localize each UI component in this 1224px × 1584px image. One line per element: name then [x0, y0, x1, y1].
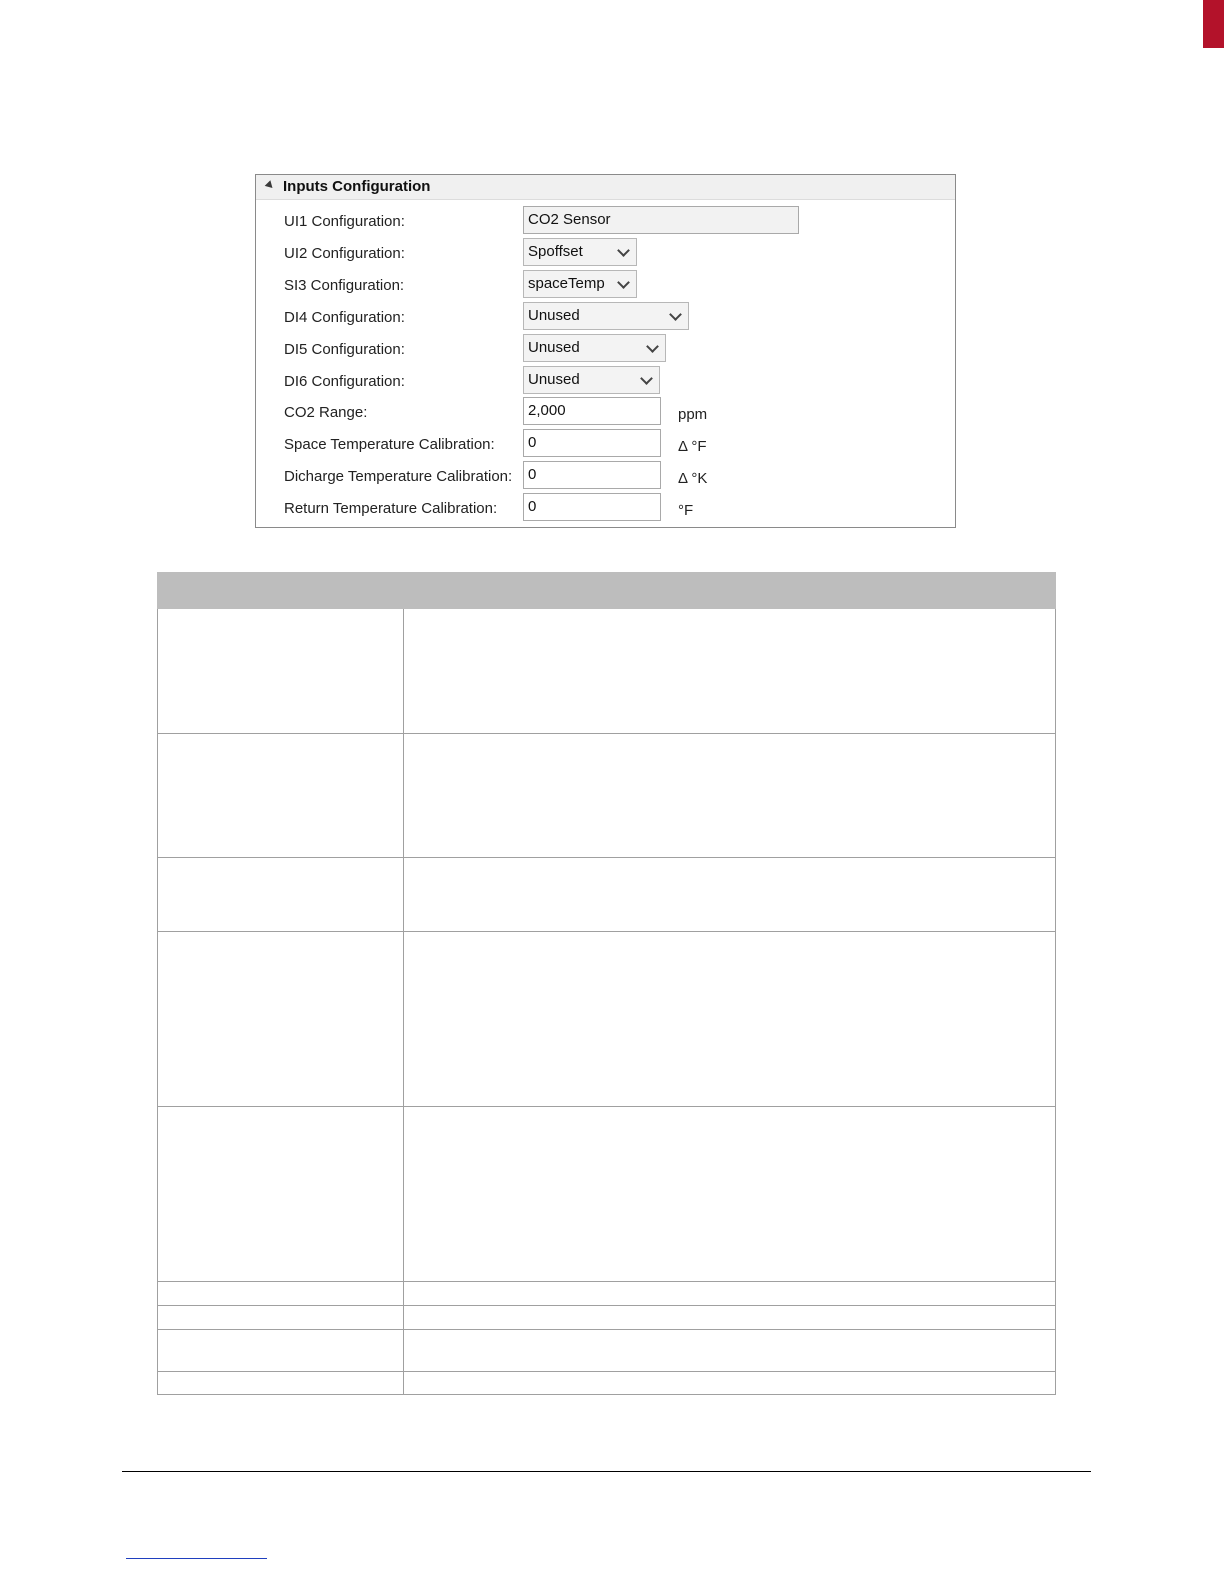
table-header-cell — [404, 573, 1056, 609]
return-temperature-calibration-label: Return Temperature Calibration: — [284, 500, 498, 517]
table-row — [158, 734, 1056, 858]
space-temperature-calibration-label: Space Temperature Calibration: — [284, 436, 495, 453]
ui2-configuration-value: Spoffset — [528, 243, 583, 260]
table-cell — [404, 1282, 1056, 1306]
si3-configuration-value: spaceTemp — [528, 275, 605, 292]
di6-configuration-label: DI6 Configuration: — [284, 373, 405, 390]
row-ui1-configuration — [256, 206, 955, 236]
chevron-down-icon — [617, 244, 630, 257]
ui1-configuration-field[interactable] — [523, 206, 799, 234]
corner-tab-mark — [1203, 0, 1224, 48]
table-cell — [404, 1306, 1056, 1330]
co2-range-input[interactable] — [523, 397, 661, 425]
table-cell — [158, 1107, 404, 1282]
table-header-cell — [158, 573, 404, 609]
ui1-configuration-value: CO2 Sensor — [528, 211, 611, 228]
inputs-configuration-panel — [255, 174, 956, 528]
table-row — [158, 858, 1056, 932]
chevron-down-icon — [617, 276, 630, 289]
table-cell — [404, 734, 1056, 858]
ui2-configuration-dropdown[interactable] — [523, 238, 637, 266]
discharge-temperature-calibration-value: 0 — [528, 466, 537, 483]
chevron-down-icon — [640, 372, 653, 385]
table-row — [158, 1372, 1056, 1395]
table-cell — [404, 858, 1056, 932]
panel-title: Inputs Configuration — [283, 178, 431, 195]
table-cell — [404, 1372, 1056, 1395]
table-cell — [404, 1107, 1056, 1282]
table-cell — [158, 1330, 404, 1372]
table-cell — [158, 1372, 404, 1395]
collapse-triangle-icon[interactable] — [265, 180, 276, 191]
table-cell — [158, 734, 404, 858]
di5-configuration-dropdown[interactable] — [523, 334, 666, 362]
row-co2-range — [256, 397, 955, 427]
space-temperature-calibration-input[interactable] — [523, 429, 661, 457]
row-space-temperature-calibration — [256, 429, 955, 459]
table-row — [158, 1107, 1056, 1282]
chevron-down-icon — [646, 340, 659, 353]
row-si3-configuration — [256, 270, 955, 300]
discharge-temperature-calibration-input[interactable] — [523, 461, 661, 489]
si3-configuration-dropdown[interactable] — [523, 270, 637, 298]
space-temperature-calibration-unit: Δ °F — [678, 438, 707, 455]
reference-table — [157, 572, 1056, 1395]
di6-configuration-dropdown[interactable] — [523, 366, 660, 394]
di4-configuration-value: Unused — [528, 307, 580, 324]
panel-header[interactable] — [256, 175, 955, 200]
co2-range-value: 2,000 — [528, 402, 566, 419]
table-cell — [404, 932, 1056, 1107]
di4-configuration-label: DI4 Configuration: — [284, 309, 405, 326]
space-temperature-calibration-value: 0 — [528, 434, 537, 451]
row-di5-configuration — [256, 334, 955, 364]
table-cell — [158, 1282, 404, 1306]
co2-range-label: CO2 Range: — [284, 404, 368, 421]
row-discharge-temperature-calibration — [256, 461, 955, 491]
discharge-temperature-calibration-label: Dicharge Temperature Calibration: — [284, 468, 513, 485]
co2-range-unit: ppm — [678, 406, 708, 423]
row-di6-configuration — [256, 366, 955, 396]
table-cell — [404, 609, 1056, 734]
table-cell — [158, 1306, 404, 1330]
di6-configuration-value: Unused — [528, 371, 580, 388]
chevron-down-icon — [669, 308, 682, 321]
row-di4-configuration — [256, 302, 955, 332]
return-temperature-calibration-unit: °F — [678, 502, 694, 519]
footer-divider — [122, 1471, 1091, 1472]
return-temperature-calibration-input[interactable] — [523, 493, 661, 521]
table-cell — [158, 932, 404, 1107]
ui2-configuration-label: UI2 Configuration: — [284, 245, 405, 262]
table-header-row — [158, 573, 1056, 609]
di4-configuration-dropdown[interactable] — [523, 302, 689, 330]
table-row — [158, 932, 1056, 1107]
table-cell — [404, 1330, 1056, 1372]
return-temperature-calibration-value: 0 — [528, 498, 537, 515]
table-row — [158, 609, 1056, 734]
ui1-configuration-label: UI1 Configuration: — [284, 213, 405, 230]
table-row — [158, 1282, 1056, 1306]
table-cell — [158, 858, 404, 932]
table-row — [158, 1306, 1056, 1330]
table-row — [158, 1330, 1056, 1372]
di5-configuration-value: Unused — [528, 339, 580, 356]
si3-configuration-label: SI3 Configuration: — [284, 277, 405, 294]
table-cell — [158, 609, 404, 734]
di5-configuration-label: DI5 Configuration: — [284, 341, 405, 358]
row-ui2-configuration — [256, 238, 955, 268]
footer-link-underline[interactable] — [126, 1558, 267, 1559]
discharge-temperature-calibration-unit: Δ °K — [678, 470, 708, 487]
row-return-temperature-calibration — [256, 493, 955, 523]
